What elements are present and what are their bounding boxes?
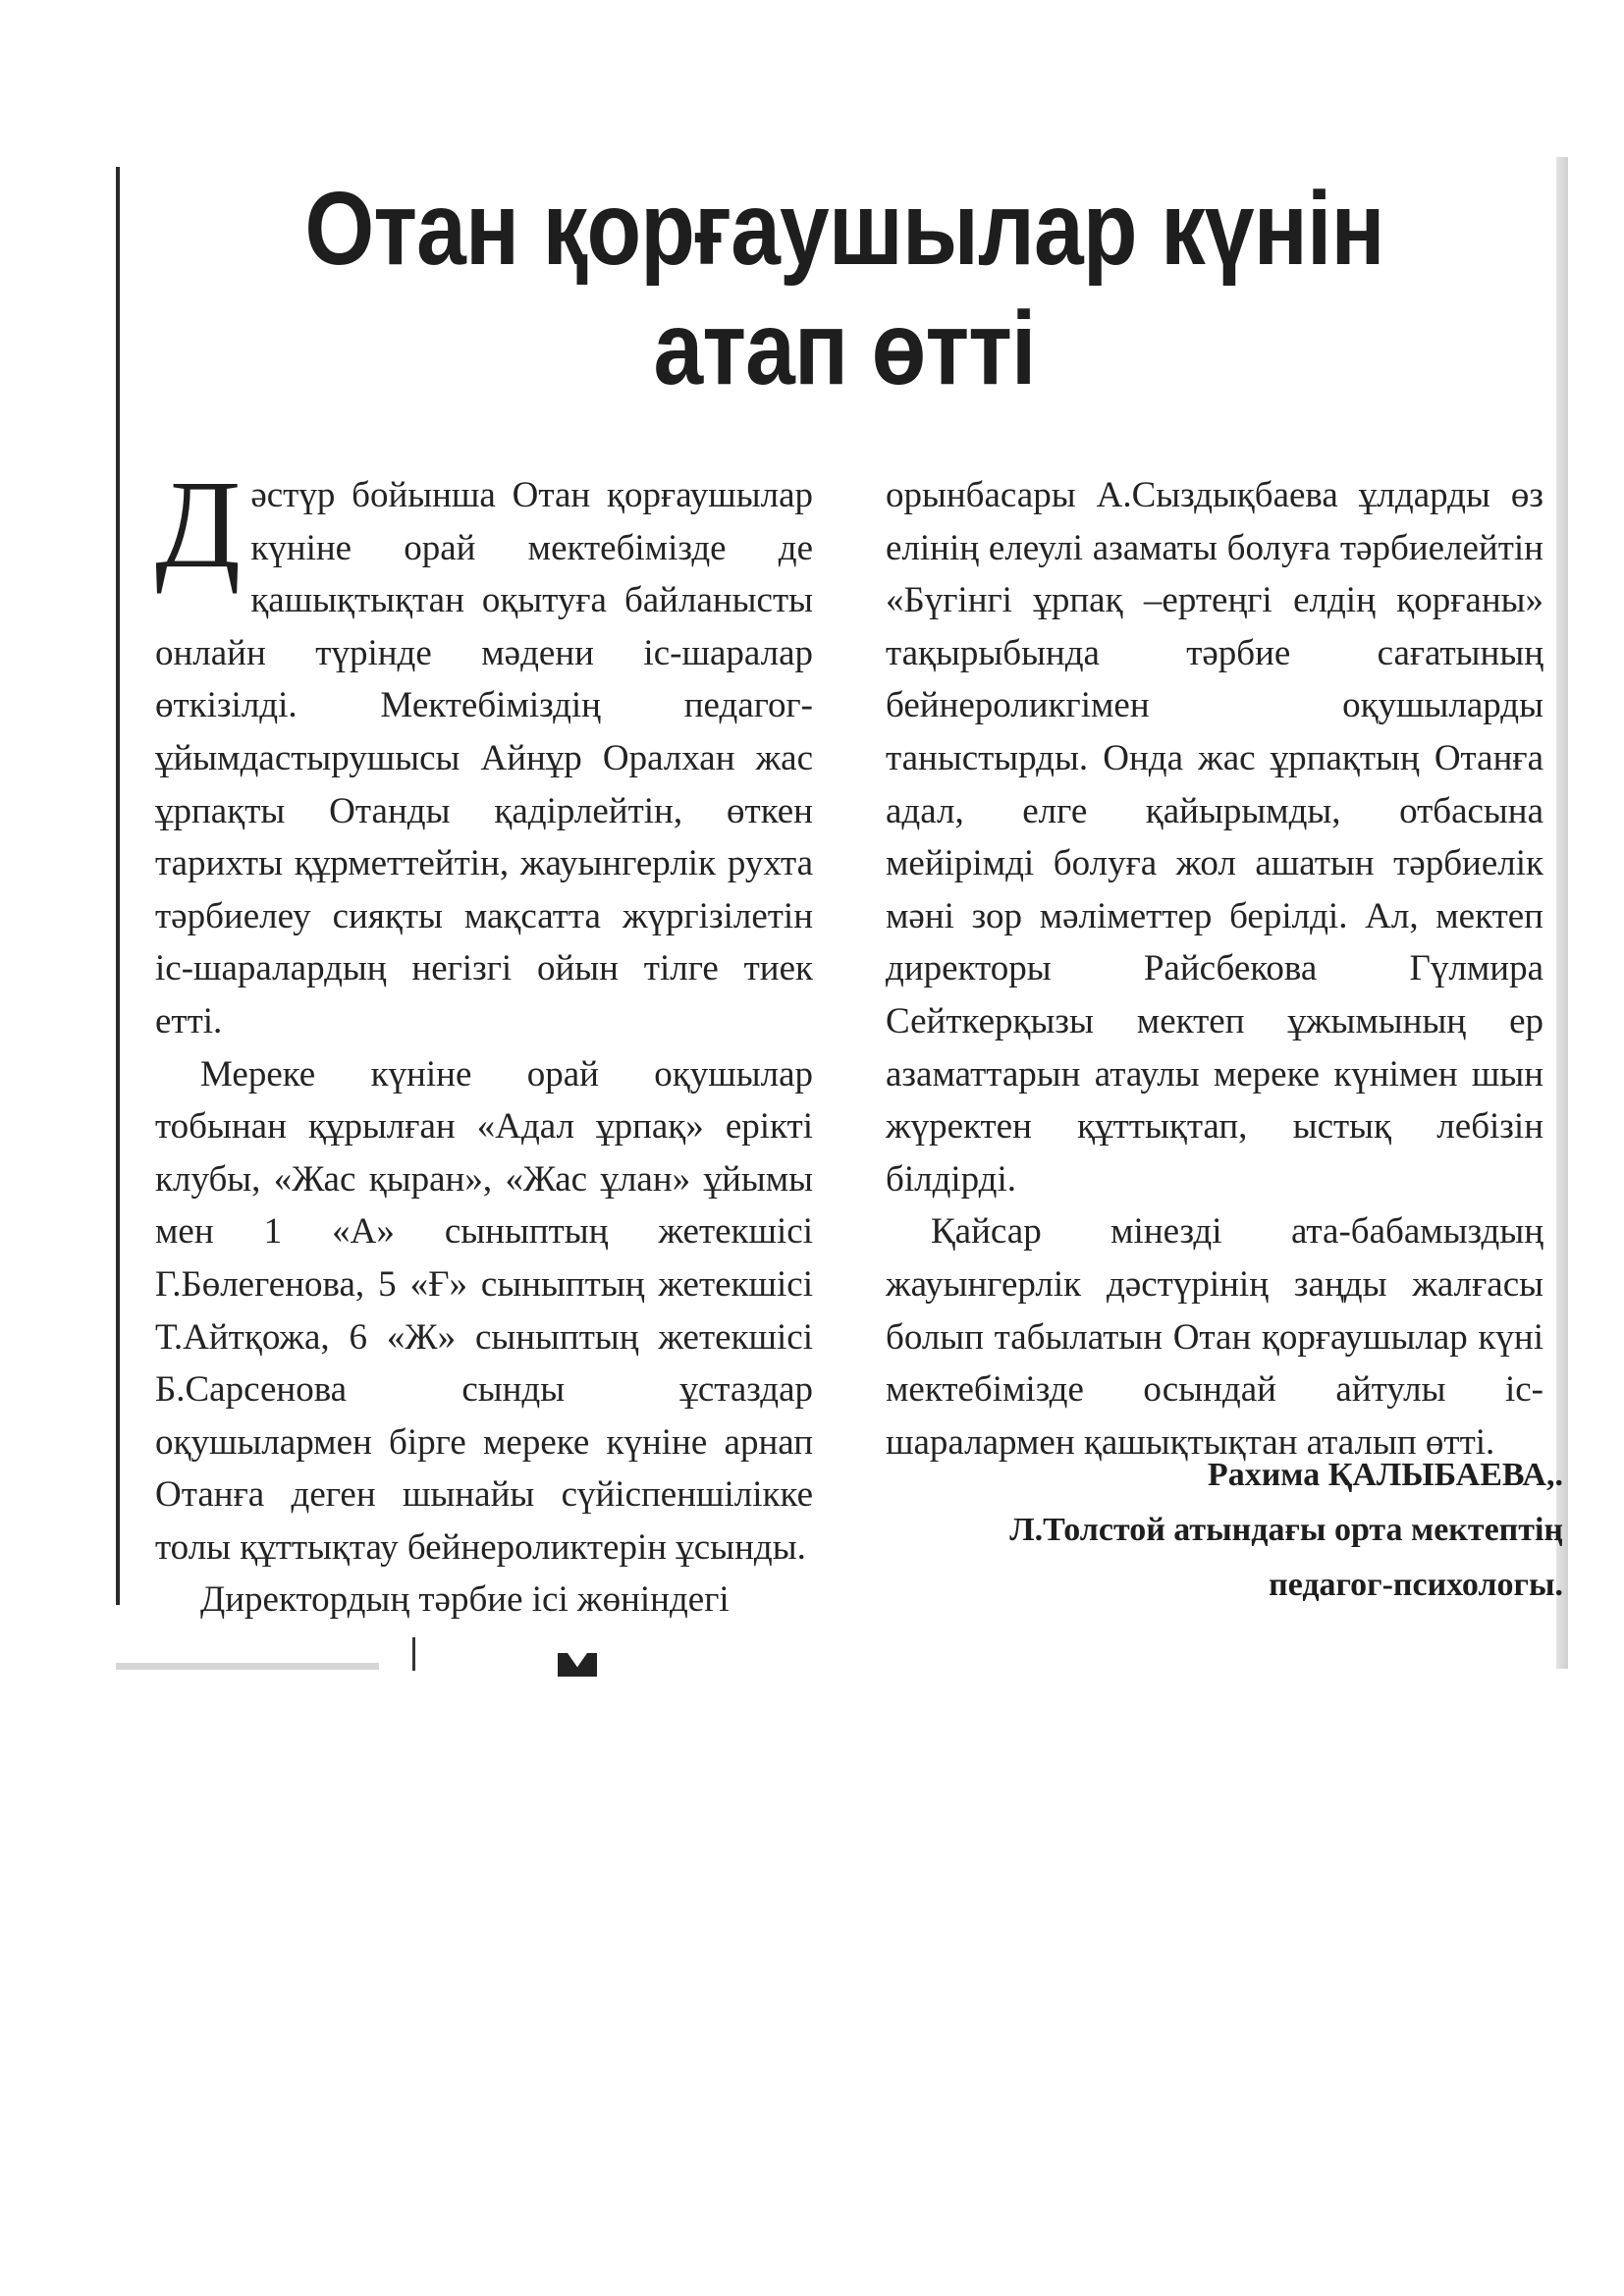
headline-line-1: Отан қорғаушылар күнін [304,171,1384,287]
next-article-gray-bar [116,1663,379,1670]
drop-cap: Д [155,454,242,594]
paragraph-4: орынбасары А.Сыздықбаева ұлдарды өз елінің елеулі азаматы болуға тәрбиелейтін «Бүгінгі ұрпақ –ертеңгі елдің қорғаны» тақырыбында тәрбие сағатының бейнероликгімен оқушыларды таныстырды. Онда жас ұрпақтың Отанға адал, елге қайырымды, отбасына мейірімді болуға жол ашатын тәрбиелік мәні зор мәліметтер берілді. Ал, мектеп директоры Райсбекова Гүлмира Сейткерқызы мектеп ұжымының ер азаматтарын атаулы мереке күнімен шын жүректен құттықтап, ыстық лебізін білдірді. [886,475,1543,1200]
article-column-left [155,454,813,1627]
article-headline [237,169,1452,408]
paragraph-5: Қайсар мінезді ата-бабамыздың жауынгерлік дәстүрінің заңды жалғасы болып табылатын Отан қорғаушылар күні мектебімізде осындай айтулы іс-шаралармен қашықтықтан аталып өтті. [886,1211,1543,1463]
article-signature [886,1448,1563,1613]
clipping-right-edge [1556,157,1568,1669]
paragraph-1-text: әстүр бойынша Отан қорғаушылар күніне орай мектебімізде де қашықтықтан оқытуға байланысты онлайн түрінде мәдени іс-шаралар өткізілді. Мектебіміздің педагог-ұйымдастырушысы Айнұр Оралхан жас ұрпақты Отанды қадірлейтін, өткен тарихты құрметтейтін, жауынгерлік рухта тәрбиелеу сияқты мақсатта жүргізілетін іс-шаралардың негізгі ойын тілге тиек етті. [155,475,813,1041]
next-article-letter-fragment [558,1653,597,1677]
paragraph-2: Мереке күніне орай оқушылар тобынан құрылған «Адал ұрпақ» ерікті клубы, «Жас қыран», «Жас ұлан» ұйымы мен 1 «А» сыныптың жетекшісі Г.Бөлегенова, 5 «Ғ» сыныптың жетекшісі Т.Айтқожа, 6 «Ж» сыныптың жетекшісі Б.Сарсенова сынды ұстаздар оқушылармен бірге мереке күніне арнап Отанға деген шынайы сүйіспеншілікке толы құттықтау бейнероликтерін ұсынды. [155,1053,813,1568]
paragraph-3: Директордың тәрбие ісі жөніндегі [200,1579,730,1621]
column-rule-left [116,167,120,1605]
next-article-rule [412,1637,415,1671]
author-name: Рахима ҚАЛЫБАЕВА,. [1207,1457,1563,1493]
author-affiliation-1: Л.Толстой атындағы орта мектептің [1009,1512,1563,1548]
author-affiliation-2: педагог-психологы. [1269,1567,1563,1603]
paragraph-1 [155,454,813,1048]
headline-line-2: атап өтті [653,291,1036,406]
article-column-right [886,469,1543,1468]
